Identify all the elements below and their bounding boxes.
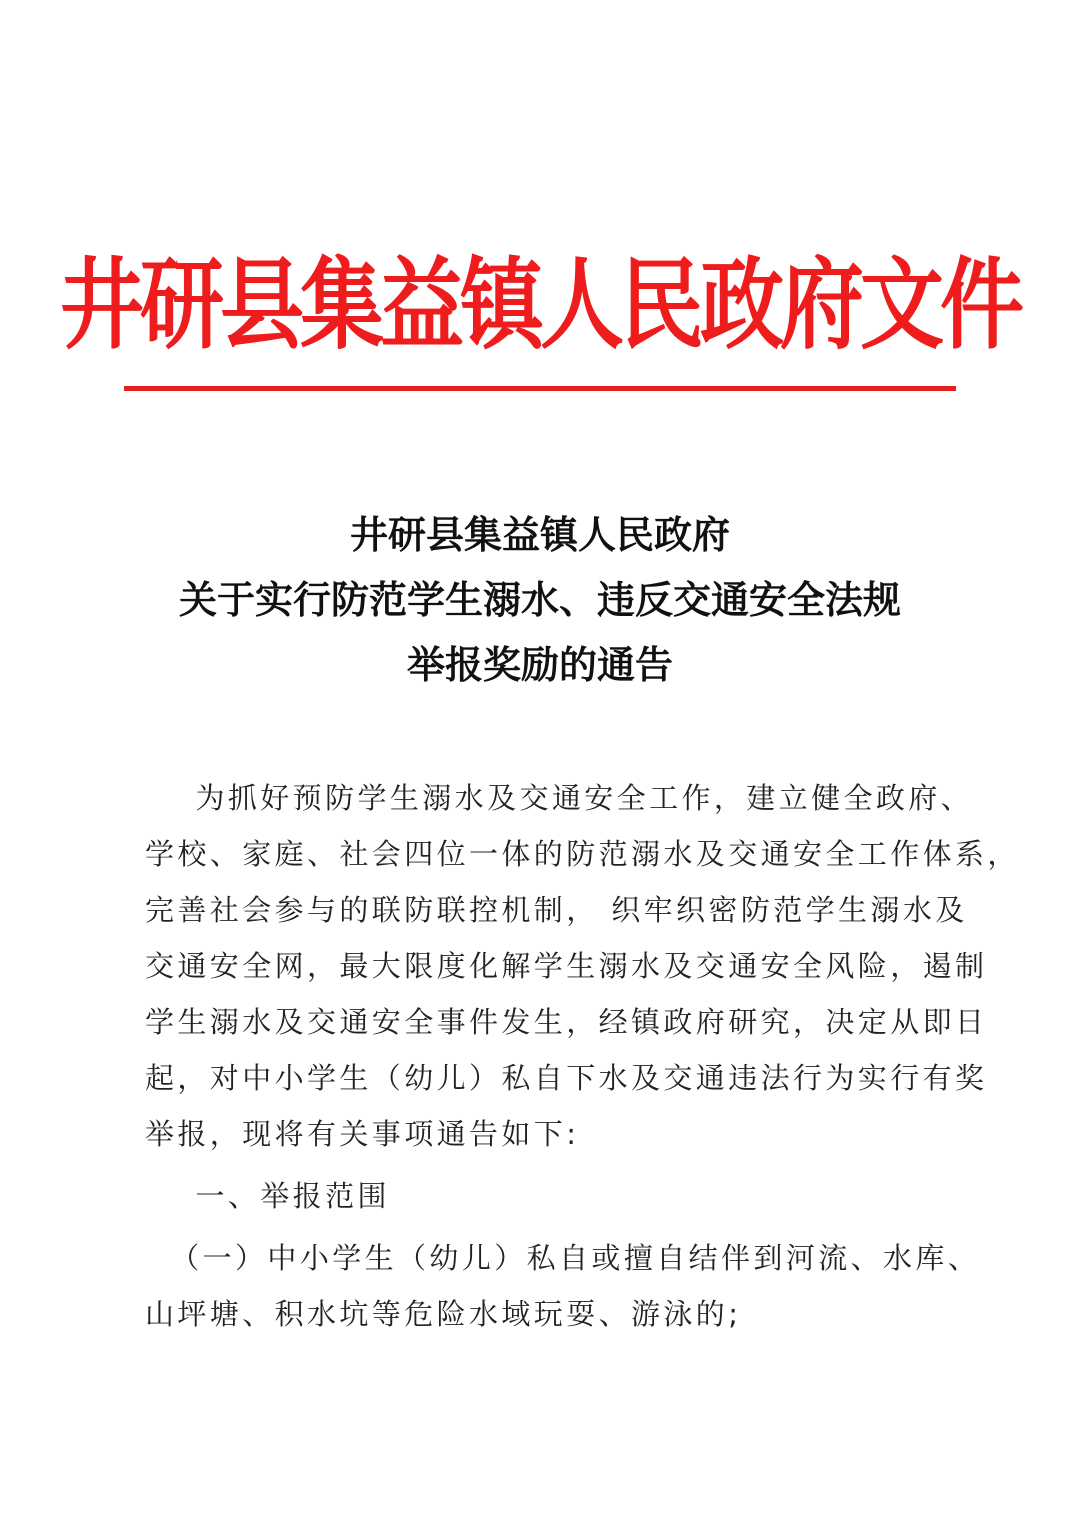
body-line: 举报，现将有关事项通告如下: [145,1117,580,1151]
title-line-1: 井研县集益镇人民政府 [349,512,730,557]
body-line: 学生溺水及交通安全事件发生，经镇政府研究，决定从即日 [145,1005,988,1039]
document-title [0,502,1080,697]
document-body [145,770,1020,1342]
body-line: 为抓好预防学生溺水及交通安全工作，建立健全政府、 [145,781,974,815]
body-line: 完善社会参与的联防联控机制， 织牢织密防范学生溺水及 [145,893,968,927]
body-line: 交通安全网，最大限度化解学生溺水及交通安全风险，遏制 [145,949,988,983]
section-heading: 一、举报范围 [145,1179,390,1213]
body-line: 学校、家庭、社会四位一体的防范溺水及交通安全工作体系， [145,837,1020,871]
body-line: 起，对中小学生（幼儿）私自下水及交通违法行为实行有奖 [145,1061,988,1095]
red-divider-rule [124,386,956,391]
item-line: （一）中小学生（幼儿）私自或擅自结伴到河流、水库、 [145,1241,981,1275]
item-line: 山坪塘、积水坑等危险水域玩耍、游泳的; [145,1297,742,1331]
title-line-3: 举报奖励的通告 [406,642,673,687]
title-line-2: 关于实行防范学生溺水、违反交通安全法规 [178,577,901,622]
masthead-title: 井研县集益镇人民政府文件 [59,245,1020,363]
